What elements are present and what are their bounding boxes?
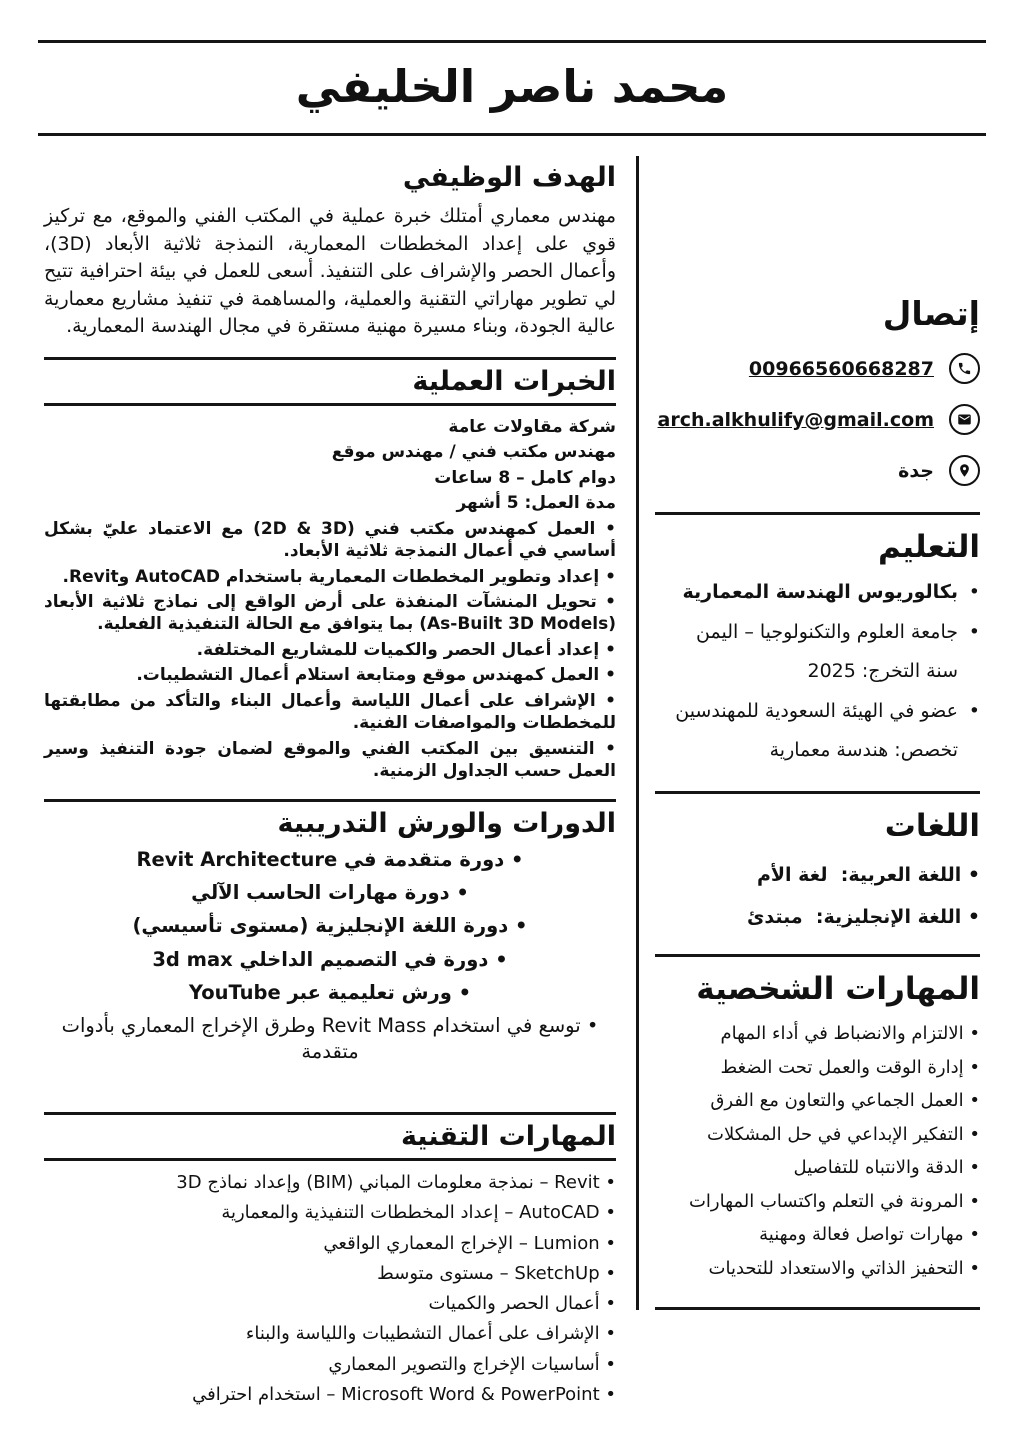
objective-section bbox=[44, 162, 616, 341]
languages-list bbox=[655, 864, 980, 928]
education-text: سنة التخرج: 2025 bbox=[807, 660, 958, 683]
heading-underline bbox=[44, 1158, 616, 1161]
languages-title: اللغات bbox=[884, 807, 980, 844]
technical-skill-item: • Microsoft Word & PowerPoint – استخدام احترافي bbox=[44, 1383, 616, 1407]
section-divider bbox=[655, 954, 980, 957]
experience-bullet: • إعداد أعمال الحصر والكميات للمشاريع المختلفة. bbox=[44, 639, 616, 661]
bullet-marker bbox=[966, 737, 980, 765]
contact-email-row bbox=[655, 404, 980, 435]
technical-skill-item: • أعمال الحصر والكميات bbox=[44, 1292, 616, 1316]
section-divider bbox=[44, 799, 616, 802]
experience-intro-line: مهندس مكتب فني / مهندس موقع bbox=[331, 442, 616, 463]
personal-skill-item: • الدقة والانتباه للتفاصيل bbox=[655, 1155, 980, 1181]
contact-title: إتصال bbox=[882, 294, 980, 334]
courses-list bbox=[44, 847, 616, 1064]
phone-icon bbox=[949, 353, 980, 384]
personal-skills-section bbox=[655, 954, 980, 1310]
main-column bbox=[38, 156, 636, 1413]
objective-title: الهدف الوظيفي bbox=[402, 162, 616, 194]
contact-location-row bbox=[655, 455, 980, 486]
technical-skills-list bbox=[44, 1171, 616, 1407]
course-item: • دورة في التصميم الداخلي 3d max bbox=[44, 947, 616, 972]
personal-skill-item: • العمل الجماعي والتعاون مع الفرق bbox=[655, 1088, 980, 1114]
bullet-marker bbox=[966, 658, 980, 686]
personal-skill-item: • التحفيز الذاتي والاستعداد للتحديات bbox=[655, 1256, 980, 1282]
education-text: عضو في الهيئة السعودية للمهندسين bbox=[675, 699, 958, 722]
courses-title: الدورات والورش التدريبية bbox=[277, 807, 616, 839]
contact-section bbox=[655, 294, 980, 486]
section-divider bbox=[655, 512, 980, 515]
course-item: • دورة مهارات الحاسب الآلي bbox=[44, 880, 616, 905]
experience-bullet: • التنسيق بين المكتب الفني والموقع لضمان جودة التنفيذ وسير العمل حسب الجداول الزمنية. bbox=[44, 738, 616, 783]
technical-skill-item: • Revit – نمذجة معلومات المباني (BIM) وإعداد نماذج 3D bbox=[44, 1171, 616, 1195]
technical-skill-item: • الإشراف على أعمال التشطيبات واللياسة والبناء bbox=[44, 1322, 616, 1346]
bullet-marker: • bbox=[968, 581, 980, 604]
personal-skills-list bbox=[655, 1021, 980, 1281]
personal-skill-item: • التفكير الإبداعي في حل المشكلات bbox=[655, 1122, 980, 1148]
content-columns bbox=[38, 156, 986, 1413]
technical-skills-title: المهارات التقنية bbox=[400, 1120, 616, 1152]
experience-intro-line: مدة العمل: 5 أشهر bbox=[456, 493, 616, 514]
course-item: • دورة متقدمة في Revit Architecture bbox=[44, 847, 616, 872]
experience-bullet: • إعداد وتطوير المخططات المعمارية باستخدام AutoCAD وRevit. bbox=[44, 566, 616, 588]
experience-bullet: • العمل كمهندس مكتب فني (2D & 3D) مع الاعتماد عليّ بشكل أساسي في أعمال النمذجة ثلاثية الأبعاد. bbox=[44, 518, 616, 563]
candidate-name: محمد ناصر الخليفي bbox=[295, 60, 729, 113]
technical-skill-item: • SketchUp – مستوى متوسط bbox=[44, 1262, 616, 1286]
location-text: جدة bbox=[898, 459, 934, 482]
experience-bullet: • تحويل المنشآت المنفذة على أرض الواقع إلى نماذج ثلاثية الأبعاد (As-Built 3D Models) بما يتوافق مع الحالة التنفيذية الفعلية. bbox=[44, 591, 616, 636]
education-text: جامعة العلوم والتكنولوجيا – اليمن bbox=[696, 620, 958, 643]
education-line bbox=[655, 619, 980, 647]
course-item: • توسع في استخدام Revit Mass وطرق الإخراج المعماري بأدوات متقدمة bbox=[44, 1013, 616, 1064]
education-text: بكالوريوس الهندسة المعمارية bbox=[682, 581, 958, 604]
section-divider bbox=[655, 791, 980, 794]
sidebar bbox=[636, 156, 986, 1310]
experience-intro-line: شركة مقاولات عامة bbox=[448, 416, 616, 437]
technical-skill-item: • AutoCAD – إعداد المخططات التنفيذية والمعمارية bbox=[44, 1201, 616, 1225]
education-line bbox=[655, 698, 980, 726]
experience-intro-line: دوام كامل – 8 ساعات bbox=[434, 467, 616, 488]
heading-underline bbox=[44, 403, 616, 406]
languages-section bbox=[655, 791, 980, 928]
course-item: • دورة اللغة الإنجليزية (مستوى تأسيسي) bbox=[44, 913, 616, 938]
experience-bullets bbox=[44, 518, 616, 783]
education-line bbox=[655, 737, 980, 765]
course-item: • ورش تعليمية عبر YouTube bbox=[44, 980, 616, 1005]
bullet-marker: • bbox=[968, 620, 980, 643]
education-line bbox=[655, 579, 980, 607]
personal-skill-item: • الالتزام والانضباط في أداء المهام bbox=[655, 1021, 980, 1047]
experience-intro bbox=[44, 416, 616, 515]
language-item: • اللغة الإنجليزية: مبتدئ bbox=[655, 906, 980, 928]
education-text: تخصص: هندسة معمارية bbox=[769, 739, 958, 762]
courses-section bbox=[44, 808, 616, 1064]
header-bottom-rule bbox=[38, 133, 986, 136]
email-address[interactable]: arch.alkhulify@gmail.com bbox=[657, 408, 934, 431]
contact-phone-row bbox=[655, 353, 980, 384]
bullet-marker: • bbox=[968, 699, 980, 722]
experience-title: الخبرات العملية bbox=[412, 365, 616, 397]
section-divider bbox=[44, 357, 616, 360]
phone-number[interactable]: 00966560668287 bbox=[748, 357, 934, 380]
education-title: التعليم bbox=[877, 529, 980, 566]
language-item: • اللغة العربية: لغة الأم bbox=[655, 864, 980, 886]
personal-skills-title: المهارات الشخصية bbox=[696, 970, 980, 1007]
technical-skill-item: • أساسيات الإخراج والتصوير المعماري bbox=[44, 1353, 616, 1377]
experience-section bbox=[44, 366, 616, 783]
personal-skill-item: • المرونة في التعلم واكتساب المهارات bbox=[655, 1189, 980, 1215]
education-section bbox=[655, 512, 980, 765]
personal-skill-item: • إدارة الوقت والعمل تحت الضغط bbox=[655, 1055, 980, 1081]
sidebar-bottom-rule bbox=[655, 1307, 980, 1310]
experience-bullet: • الإشراف على أعمال اللياسة وأعمال البناء والتأكد من مطابقتها للمخططات والمواصفات الفنية. bbox=[44, 690, 616, 735]
technical-skills-section bbox=[44, 1121, 616, 1407]
objective-text: مهندس معماري أمتلك خبرة عملية في المكتب الفني والموقع، مع تركيز قوي على إعداد المخططات المعمارية، النمذجة ثلاثية الأبعاد (3D)، وأعمال الحصر والإشراف على التنفيذ. أسعى للعمل في بيئة احترافية تتيح لي تطوير مهاراتي التقنية والعملية، والمساهمة في تنفيذ مشاريع معمارية عالية الجودة، وبناء مسيرة مهنية مستقرة في مجال الهندسة المعمارية. bbox=[44, 205, 616, 338]
education-line bbox=[655, 658, 980, 686]
personal-skill-item: • مهارات تواصل فعالة ومهنية bbox=[655, 1222, 980, 1248]
technical-skill-item: • Lumion – الإخراج المعماري الواقعي bbox=[44, 1232, 616, 1256]
education-list bbox=[655, 579, 980, 765]
email-icon bbox=[949, 404, 980, 435]
section-divider bbox=[44, 1112, 616, 1115]
location-pin-icon bbox=[949, 455, 980, 486]
header bbox=[38, 40, 986, 136]
experience-bullet: • العمل كمهندس موقع ومتابعة استلام أعمال التشطيبات. bbox=[44, 664, 616, 686]
